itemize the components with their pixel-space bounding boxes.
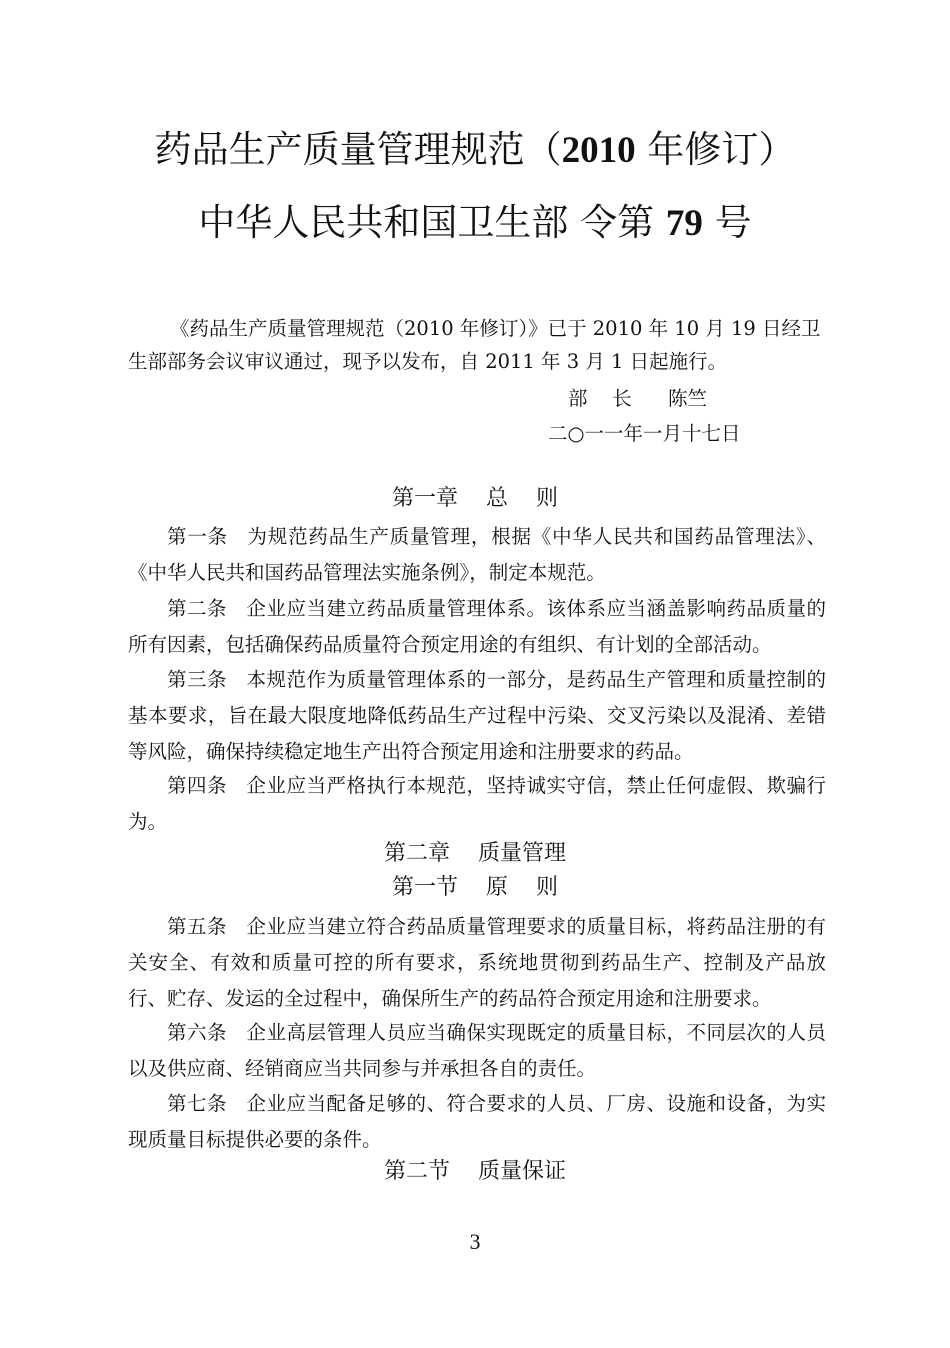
article-2: [128, 591, 826, 663]
title-suffix: 年修订）: [635, 128, 796, 171]
article-6-text: 企业高层管理人员应当确保实现既定的质量目标，不同层次的人员以及供应商、经销商应当共同参与并承担各自的责任。: [128, 1021, 826, 1080]
chapter-2-heading: 第二章 质量管理: [384, 841, 566, 866]
signer-label: 部 长: [568, 387, 632, 410]
article-1-text: 为规范药品生产质量管理，根据《中华人民共和国药品管理法》、《中华人民共和国药品管理法实施条例》，制定本规范。: [128, 525, 826, 584]
order-number: 79: [665, 203, 703, 244]
document-title: [0, 128, 950, 173]
article-7: [128, 1086, 826, 1158]
title-year: 2010: [561, 130, 636, 171]
article-4-text: 企业应当严格执行本规范，坚持诚实守信，禁止任何虚假、欺骗行为。: [128, 774, 826, 833]
article-5-text: 企业应当建立符合药品质量管理要求的质量目标，将药品注册的有关安全、有效和质量可控的所有要求，系统地贯彻到药品生产、控制及产品放行、贮存、发运的全过程中，确保所生产的药品符合预定用途和注册要求。: [128, 915, 826, 1010]
section-1-heading: 第一节 原 则: [392, 875, 558, 900]
article-7-text: 企业应当配备足够的、符合要求的人员、厂房、设施和设备，为实现质量目标提供必要的条件。: [128, 1092, 826, 1151]
order-suffix: 号: [702, 201, 752, 244]
intro-line-1: 《药品生产质量管理规范（2010 年修订）》已于 2010 年 10 月 19 日经卫: [170, 317, 821, 340]
signer-name: 陈竺: [668, 387, 708, 410]
intro-line-2: 生部部务会议审议通过，现予以发布，自 2011 年 3 月 1 日起施行。: [128, 350, 728, 373]
order-title: [0, 201, 950, 246]
article-7-label: 第七条: [167, 1092, 227, 1115]
article-4: [128, 768, 826, 840]
article-3-text: 本规范作为质量管理体系的一部分，是药品生产管理和质量控制的基本要求，旨在最大限度地降低药品生产过程中污染、交叉污染以及混淆、差错等风险，确保持续稳定地生产出符合预定用途和注册要求的药品。: [128, 668, 826, 763]
article-3-label: 第三条: [167, 668, 227, 691]
chapter-1-heading: 第一章 总 则: [392, 486, 558, 511]
order-text: 中华人民共和国卫生部 令第: [198, 201, 666, 244]
article-1-label: 第一条: [167, 525, 228, 548]
article-5-label: 第五条: [167, 915, 227, 938]
article-6: [128, 1015, 826, 1087]
article-6-label: 第六条: [167, 1021, 227, 1044]
article-3: [128, 662, 826, 770]
page-number: 3: [469, 1229, 481, 1254]
article-2-text: 企业应当建立药品质量管理体系。该体系应当涵盖影响药品质量的所有因素，包括确保药品质量符合预定用途的有组织、有计划的全部活动。: [128, 597, 826, 656]
article-2-label: 第二条: [167, 597, 227, 620]
article-1: [128, 519, 826, 591]
title-text: 药品生产质量管理规范（: [154, 128, 562, 171]
article-4-label: 第四条: [167, 774, 227, 797]
section-2-heading: 第二节 质量保证: [384, 1159, 566, 1184]
article-5: [128, 909, 826, 1017]
issue-date: 二○一一年一月十七日: [548, 422, 741, 445]
